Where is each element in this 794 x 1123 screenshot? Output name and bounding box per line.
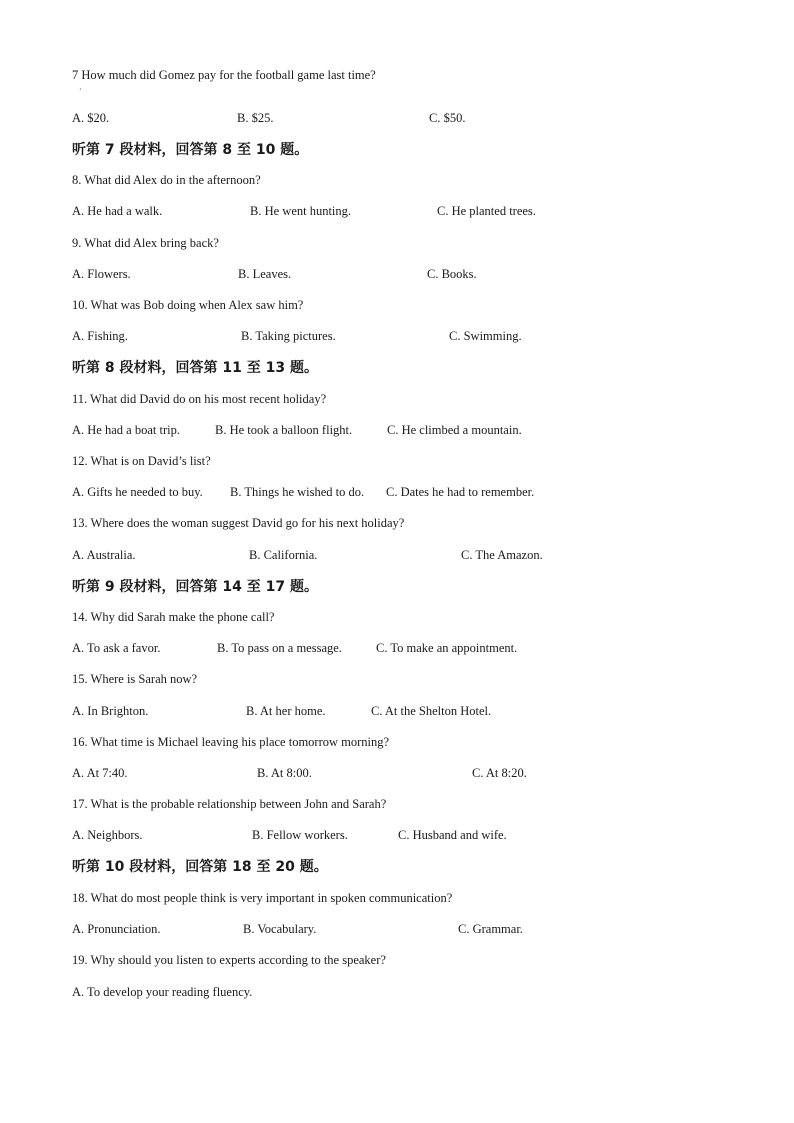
answer-option: A. Pronunciation. [72, 922, 161, 936]
answer-option: A. In Brighton. [72, 704, 149, 718]
answer-option: B. California. [249, 548, 318, 562]
answer-option: C. Dates he had to remember. [386, 485, 535, 499]
answer-option: A. At 7:40. [72, 766, 128, 780]
answer-option: C. Books. [427, 267, 477, 281]
answer-option: A. Flowers. [72, 267, 131, 281]
answer-option: A. Gifts he needed to buy. [72, 485, 203, 499]
answer-option: B. At 8:00. [257, 766, 312, 780]
section-heading: 听第 10 段材料，回答第 18 至 20 题。 [72, 859, 328, 875]
section-heading: 听第 9 段材料，回答第 14 至 17 题。 [72, 579, 318, 595]
answer-option: C. Husband and wife. [398, 828, 507, 842]
answer-option: B. Things he wished to do. [230, 485, 365, 499]
section-heading: 听第 7 段材料，回答第 8 至 10 题。 [72, 142, 309, 158]
answer-option: A. He had a walk. [72, 204, 163, 218]
question-text: 14. Why did Sarah make the phone call? [72, 610, 275, 624]
answer-option: A. To develop your reading fluency. [72, 985, 253, 999]
question-text: 10. What was Bob doing when Alex saw him? [72, 298, 304, 312]
answer-option: B. Leaves. [238, 267, 292, 281]
answer-option: C. Swimming. [449, 329, 522, 343]
question-text: 17. What is the probable relationship between John and Sarah? [72, 797, 387, 811]
answer-option: A. Neighbors. [72, 828, 143, 842]
stray-dot: · [79, 85, 82, 94]
answer-option: B. At her home. [246, 704, 326, 718]
answer-option: C. He climbed a mountain. [387, 423, 522, 437]
answer-option: C. The Amazon. [461, 548, 543, 562]
answer-option: C. He planted trees. [437, 204, 536, 218]
section-heading: 听第 8 段材料，回答第 11 至 13 题。 [72, 360, 318, 376]
answer-option: B. To pass on a message. [217, 641, 342, 655]
question-text: 16. What time is Michael leaving his place tomorrow morning? [72, 735, 390, 749]
question-text: 7 How much did Gomez pay for the football game last time? [72, 68, 376, 82]
question-text: 19. Why should you listen to experts according to the speaker? [72, 953, 386, 967]
answer-option: B. Taking pictures. [241, 329, 336, 343]
answer-option: C. At the Shelton Hotel. [371, 704, 492, 718]
answer-option: C. At 8:20. [472, 766, 527, 780]
question-text: 15. Where is Sarah now? [72, 672, 198, 686]
question-text: 12. What is on David’s list? [72, 454, 211, 468]
question-text: 18. What do most people think is very important in spoken communication? [72, 891, 453, 905]
question-text: 9. What did Alex bring back? [72, 236, 219, 250]
answer-option: C. $50. [429, 111, 466, 125]
question-text: 11. What did David do on his most recent holiday? [72, 392, 327, 406]
answer-option: A. $20. [72, 111, 110, 125]
question-text: 13. Where does the woman suggest David go for his next holiday? [72, 516, 405, 530]
answer-option: A. To ask a favor. [72, 641, 161, 655]
answer-option: C. Grammar. [458, 922, 523, 936]
answer-option: B. He took a balloon flight. [215, 423, 353, 437]
answer-option: A. Australia. [72, 548, 136, 562]
answer-option: A. He had a boat trip. [72, 423, 180, 437]
answer-option: A. Fishing. [72, 329, 128, 343]
question-text: 8. What did Alex do in the afternoon? [72, 173, 261, 187]
answer-option: B. Vocabulary. [243, 922, 317, 936]
answer-option: C. To make an appointment. [376, 641, 518, 655]
answer-option: B. He went hunting. [250, 204, 352, 218]
answer-option: B. $25. [237, 111, 274, 125]
answer-option: B. Fellow workers. [252, 828, 348, 842]
